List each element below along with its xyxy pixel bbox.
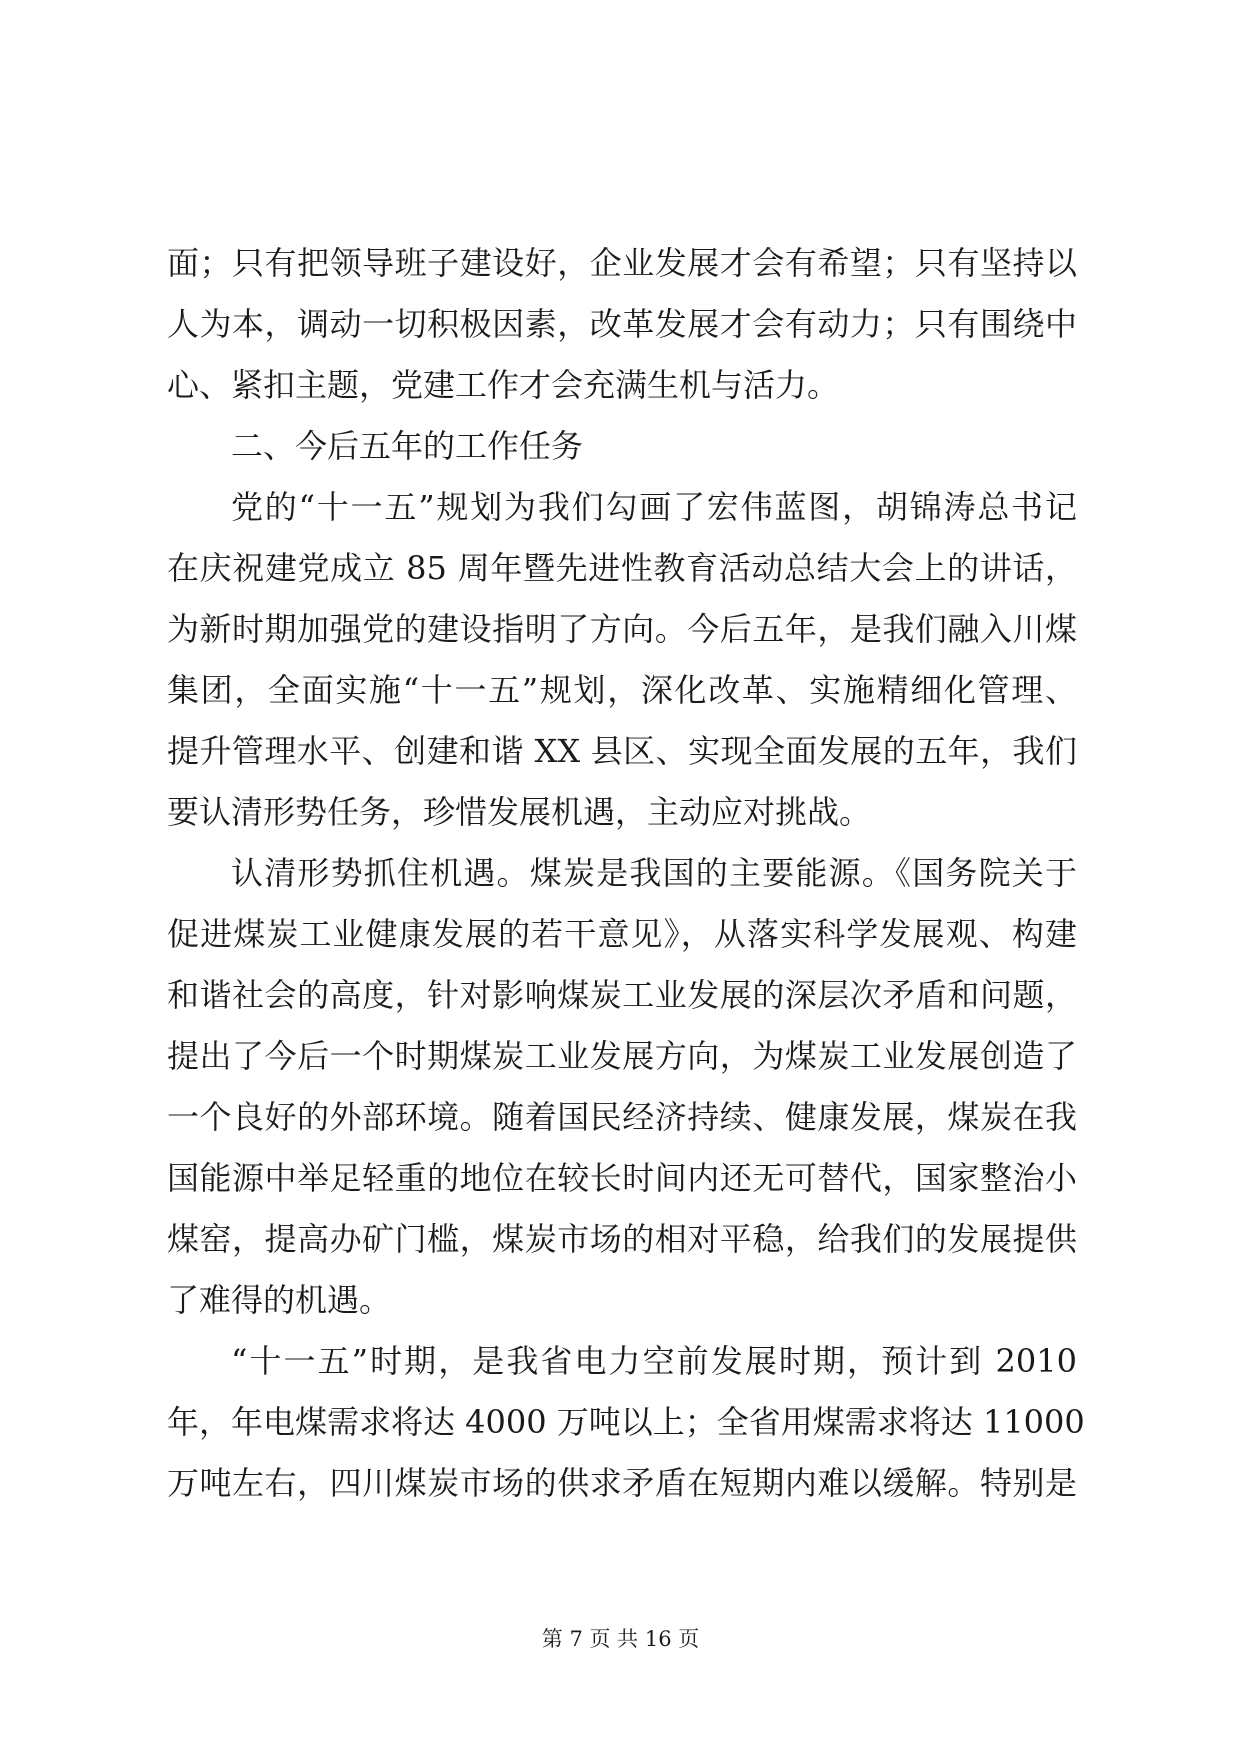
text-line: 提出了今后一个时期煤炭工业发展方向，为煤炭工业发展创造了 xyxy=(167,1037,1077,1075)
text-line: 一个良好的外部环境。随着国民经济持续、健康发展，煤炭在我 xyxy=(167,1098,1077,1136)
text-line: 认清形势抓住机遇。煤炭是我国的主要能源。《国务院关于 xyxy=(231,854,1077,892)
text-line: 万吨左右，四川煤炭市场的供求矛盾在短期内难以缓解。特别是 xyxy=(167,1464,1077,1502)
document-body xyxy=(167,233,1085,1514)
text-line: 要认清形势任务，珍惜发展机遇，主动应对挑战。 xyxy=(167,793,872,831)
text-line: 在庆祝建党成立 85 周年暨先进性教育活动总结大会上的讲话， xyxy=(167,549,1077,587)
text-line: “十一五”时期，是我省电力空前发展时期，预计到 2010 xyxy=(231,1342,1077,1380)
text-line: 煤窑，提高办矿门槛，煤炭市场的相对平稳，给我们的发展提供 xyxy=(167,1220,1077,1258)
text-line: 集团，全面实施“十一五”规划，深化改革、实施精细化管理、 xyxy=(167,671,1077,709)
text-line: 面；只有把领导班子建设好，企业发展才会有希望；只有坚持以 xyxy=(167,244,1077,282)
section-heading: 二、今后五年的工作任务 xyxy=(231,427,584,465)
text-line: 为新时期加强党的建设指明了方向。今后五年，是我们融入川煤 xyxy=(167,610,1077,648)
text-line: 年，年电煤需求将达 4000 万吨以上；全省用煤需求将达 11000 xyxy=(167,1403,1085,1441)
text-line: 人为本，调动一切积极因素，改革发展才会有动力；只有围绕中 xyxy=(167,305,1077,343)
text-line: 心、紧扣主题，党建工作才会充满生机与活力。 xyxy=(167,366,840,404)
text-line: 了难得的机遇。 xyxy=(167,1281,392,1319)
text-line: 党的“十一五”规划为我们勾画了宏伟蓝图，胡锦涛总书记 xyxy=(231,488,1077,526)
text-line: 促进煤炭工业健康发展的若干意见》，从落实科学发展观、构建 xyxy=(167,915,1077,953)
text-line: 国能源中举足轻重的地位在较长时间内还无可替代，国家整治小 xyxy=(167,1159,1077,1197)
text-line: 和谐社会的高度，针对影响煤炭工业发展的深层次矛盾和问题， xyxy=(167,976,1077,1014)
page-number-footer: 第 7 页 共 16 页 xyxy=(541,1627,700,1651)
text-line: 提升管理水平、创建和谐 XX 县区、实现全面发展的五年，我们 xyxy=(167,732,1077,770)
